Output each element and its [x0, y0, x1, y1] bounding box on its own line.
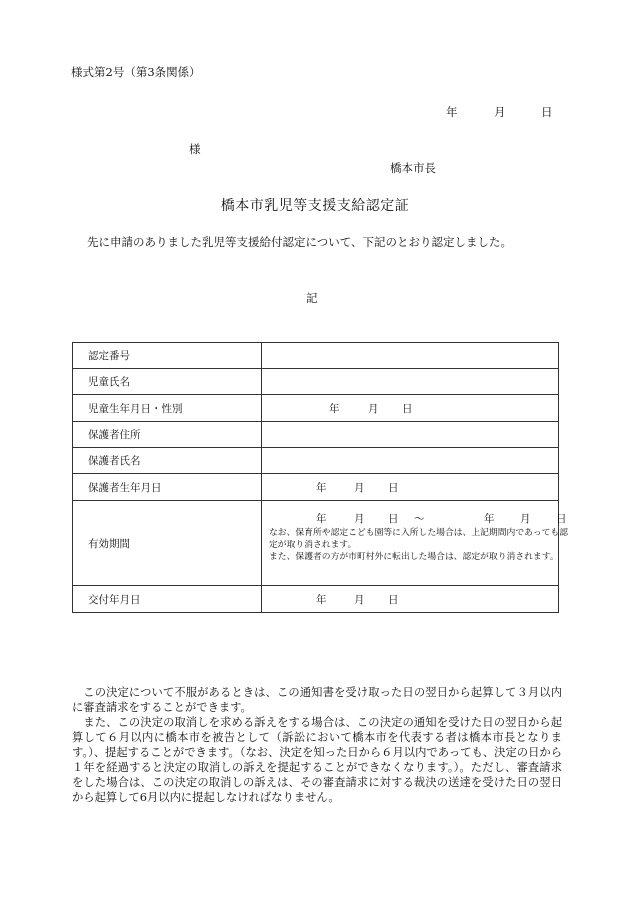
- table-row: [73, 422, 559, 448]
- row-label-guardian-birthdate: 保護者生年月日: [73, 474, 262, 501]
- row-label-guardian-name: 保護者氏名: [73, 448, 262, 474]
- table-row: [73, 369, 559, 395]
- child-birth-year: 年: [329, 403, 340, 415]
- value-guardian-name: [262, 448, 559, 474]
- valid-from-day: 日: [388, 513, 399, 525]
- value-guardian-birthdate: [262, 474, 559, 501]
- table-row: [73, 448, 559, 474]
- guardian-birth-day: 日: [388, 482, 399, 494]
- value-child-birthdate-sex: [262, 395, 559, 422]
- ki-heading: 記: [306, 291, 318, 305]
- table-row: [73, 474, 559, 501]
- row-label-child-name: 児童氏名: [73, 369, 262, 395]
- value-child-name: [262, 369, 559, 395]
- table-row: [73, 501, 559, 586]
- guardian-birth-month: 月: [354, 482, 365, 494]
- row-label-certification-number: 認定番号: [73, 343, 262, 369]
- recipient-suffix: 様: [189, 142, 201, 156]
- child-birth-month: 月: [368, 403, 379, 415]
- appeal-notice-review-request: この決定について不服があるときは、この通知書を受け取った日の翌日から起算して３月以内に審査請求をすることができます。: [72, 686, 562, 714]
- issue-date-year: 年: [446, 105, 458, 119]
- valid-period-note-relocation: また、保護者の方が市町村外に転出した場合は、認定が取り消されます。: [269, 552, 559, 562]
- table-row: [73, 343, 559, 369]
- issuer: 橋本市長: [390, 161, 436, 175]
- row-label-guardian-address: 保護者住所: [73, 422, 262, 448]
- appeal-notice: [72, 685, 562, 805]
- certificate-table: [72, 342, 569, 613]
- valid-to-year: 年: [484, 513, 495, 525]
- row-label-issue-date: 交付年月日: [73, 586, 262, 613]
- valid-to-day: 日: [556, 513, 567, 525]
- row-label-child-birthdate-sex: 児童生年月日・性別: [73, 395, 262, 422]
- value-issue-date: [262, 586, 559, 613]
- table-row: [73, 586, 559, 613]
- value-certification-number: [262, 343, 559, 369]
- form-number: 様式第2号（第3条関係）: [71, 65, 201, 79]
- value-guardian-address: [262, 422, 559, 448]
- issue-date-month: 月: [494, 105, 506, 119]
- valid-period-note-nursery: なお、保育所や認定こども園等に入所した場合は、上記期間内であっても認定が取り消されます。: [269, 528, 569, 550]
- valid-from-month: 月: [354, 513, 365, 525]
- issued-year: 年: [316, 594, 327, 606]
- page-title: 橋本市乳児等支援支給認定証: [220, 198, 410, 214]
- issued-month: 月: [354, 594, 365, 606]
- valid-to-month: 月: [520, 513, 531, 525]
- appeal-notice-lawsuit: また、この決定の取消しを求める訴えをする場合は、この決定の通知を受けた日の翌日から起算して６月以内に橋本市を被告として（訴訟において橋本市を代表する者は橋本市長となります。）、提起することができます。（なお、決定を知った日から６月以内であっても、決定の日から１年を経過すると決定の取消しの訴えを提起することができなくなります。）。ただし、審査請求をした場合は、この決定の取消しの訴えは、その審査請求に対する裁決の送達を受けた日の翌日から起算して6月以内に提起しなければなりません。: [72, 716, 562, 804]
- value-valid-period: [262, 501, 569, 586]
- child-birth-day: 日: [402, 403, 413, 415]
- intro-text: 先に申請のありました乳児等支援給付認定について、下記のとおり認定しました。: [87, 235, 513, 249]
- valid-period-tilde: 〜: [414, 513, 425, 525]
- row-label-valid-period: 有効期間: [73, 501, 262, 586]
- issue-date-day: 日: [541, 105, 553, 119]
- guardian-birth-year: 年: [316, 482, 327, 494]
- issued-day: 日: [388, 594, 399, 606]
- valid-from-year: 年: [316, 513, 327, 525]
- table-row: [73, 395, 559, 422]
